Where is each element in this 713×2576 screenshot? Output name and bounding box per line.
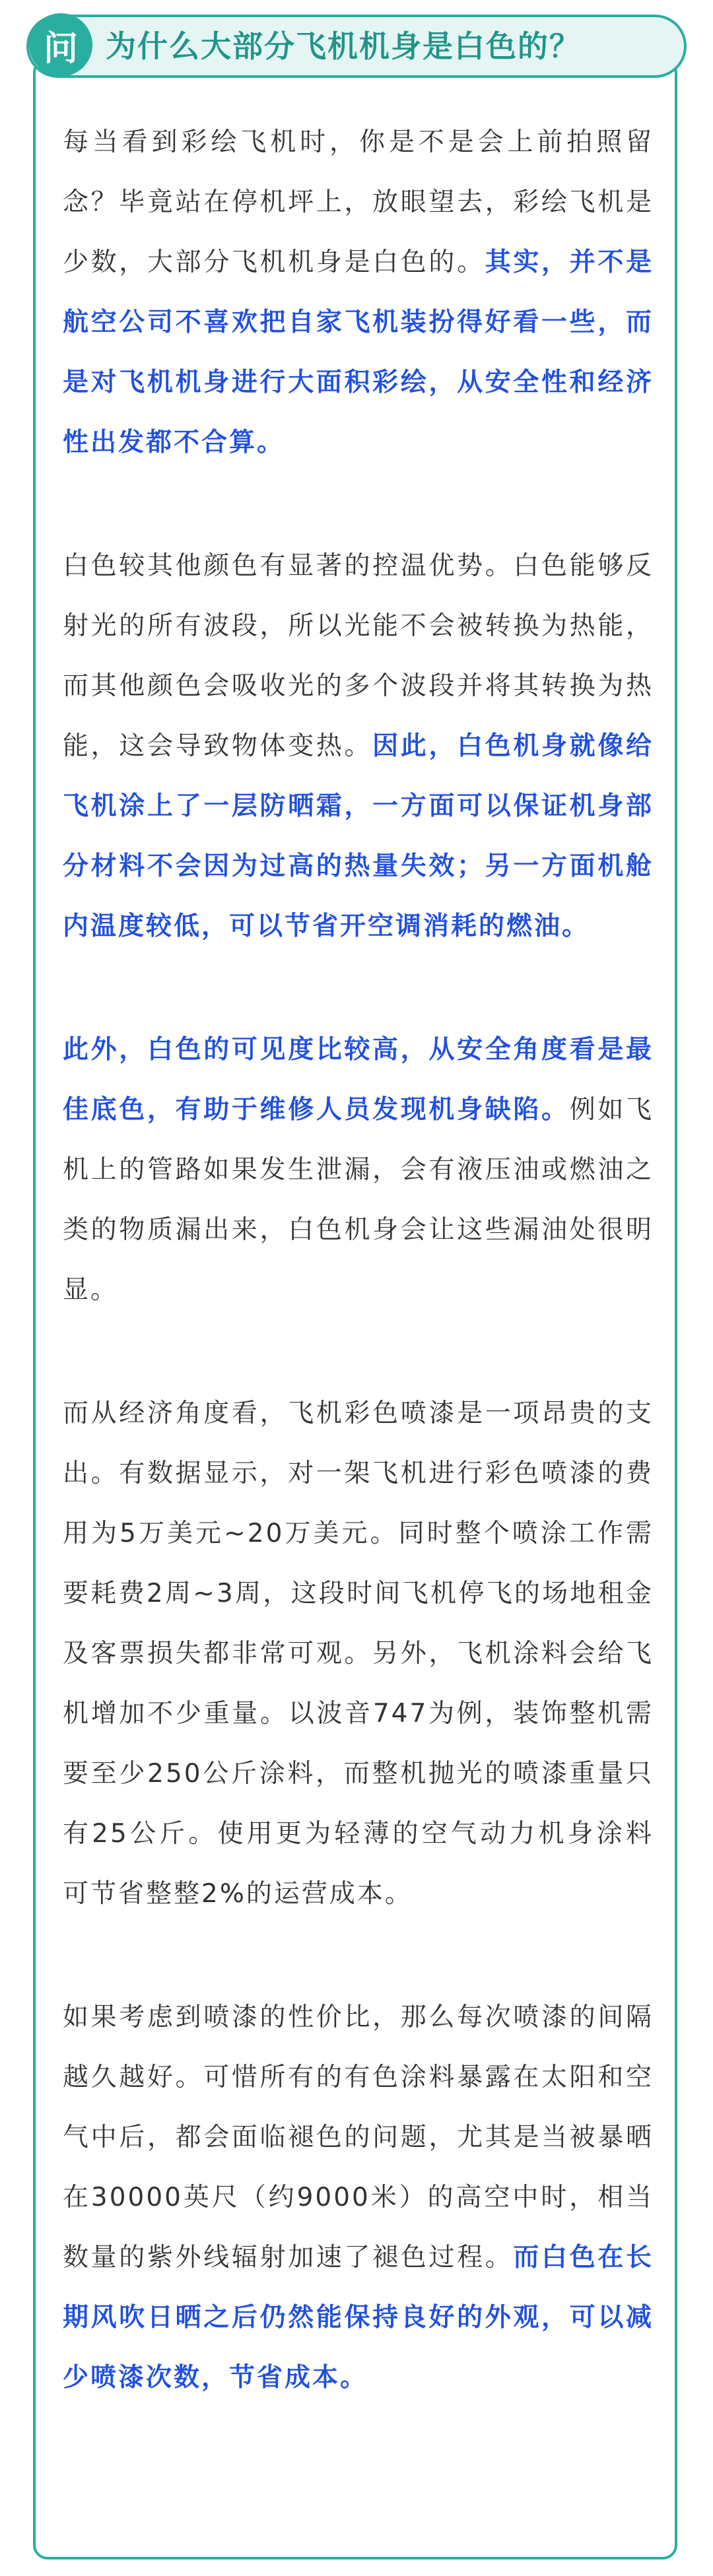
paragraph-3-text: 例如飞机上的管路如果发生泄漏，会有液压油或燃油之类的物质漏出来，白色机身会让这些漏油处很明显。 [63, 1095, 654, 1305]
paragraph-3-highlight: 此外，白色的可见度比较高，从安全角度看是最佳底色，有助于维修人员发现机身缺陷。 [63, 1035, 654, 1125]
page-title: 为什么大部分飞机机身是白色的？ [106, 28, 581, 64]
paragraph-5-text: 如果考虑到喷漆的性价比，那么每次喷漆的间隔越久越好。可惜所有的有色涂料暴露在太阳和空气中后，都会面临褪色的问题，尤其是当被暴晒在30000英尺（约9000米）的高空中时，相当数量的紫外线辐射加速了褪色过程。 [63, 2002, 654, 2272]
paragraph-1-text: 每当看到彩绘飞机时，你是不是会上前拍照留念？毕竟站在停机坪上，放眼望去，彩绘飞机是少数，大部分飞机机身是白色的。 [63, 127, 654, 277]
paragraph-4 [63, 1383, 654, 1924]
paragraph-2-text: 白色较其他颜色有显著的控温优势。白色能够反射光的所有波段，所以光能不会被转换为热能，而其他颜色会吸收光的多个波段并将其转换为热能，这会导致物体变热。 [63, 551, 654, 761]
paragraph-2 [63, 536, 654, 956]
paragraph-4-text: 而从经济角度看，飞机彩色喷漆是一项昂贵的支出。有数据显示，对一架飞机进行彩色喷漆的费用为5万美元~20万美元。同时整个喷涂工作需要耗费2周~3周，这段时间飞机停飞的场地租金及客票损失都非常可观。另外，飞机涂料会给飞机增加不少重量。以波音747为例，装饰整机需要至少250公斤涂料，而整机抛光的喷漆重量只有25公斤。使用更为轻薄的空气动力机身涂料可节省整整2%的运营成本。 [63, 1399, 654, 1909]
paragraph-3 [63, 1020, 654, 1320]
paragraph-5-highlight: 而白色在长期风吹日晒之后仍然能保持良好的外观，可以减少喷漆次数，节省成本。 [63, 2243, 654, 2393]
paragraph-1 [63, 112, 654, 473]
paragraph-1-highlight: 其实，并不是航空公司不喜欢把自家飞机装扮得好看一些，而是对飞机机身进行大面积彩绘，从安全性和经济性出发都不合算。 [63, 248, 654, 457]
question-badge: 问 [29, 13, 92, 77]
paragraph-5 [63, 1987, 654, 2408]
article-body [63, 112, 654, 2471]
paragraph-2-highlight: 因此，白色机身就像给飞机涂上了一层防晒霜，一方面可以保证机身部分材料不会因为过高的热量失效；另一方面机舱内温度较低，可以节省开空调消耗的燃油。 [63, 731, 654, 941]
